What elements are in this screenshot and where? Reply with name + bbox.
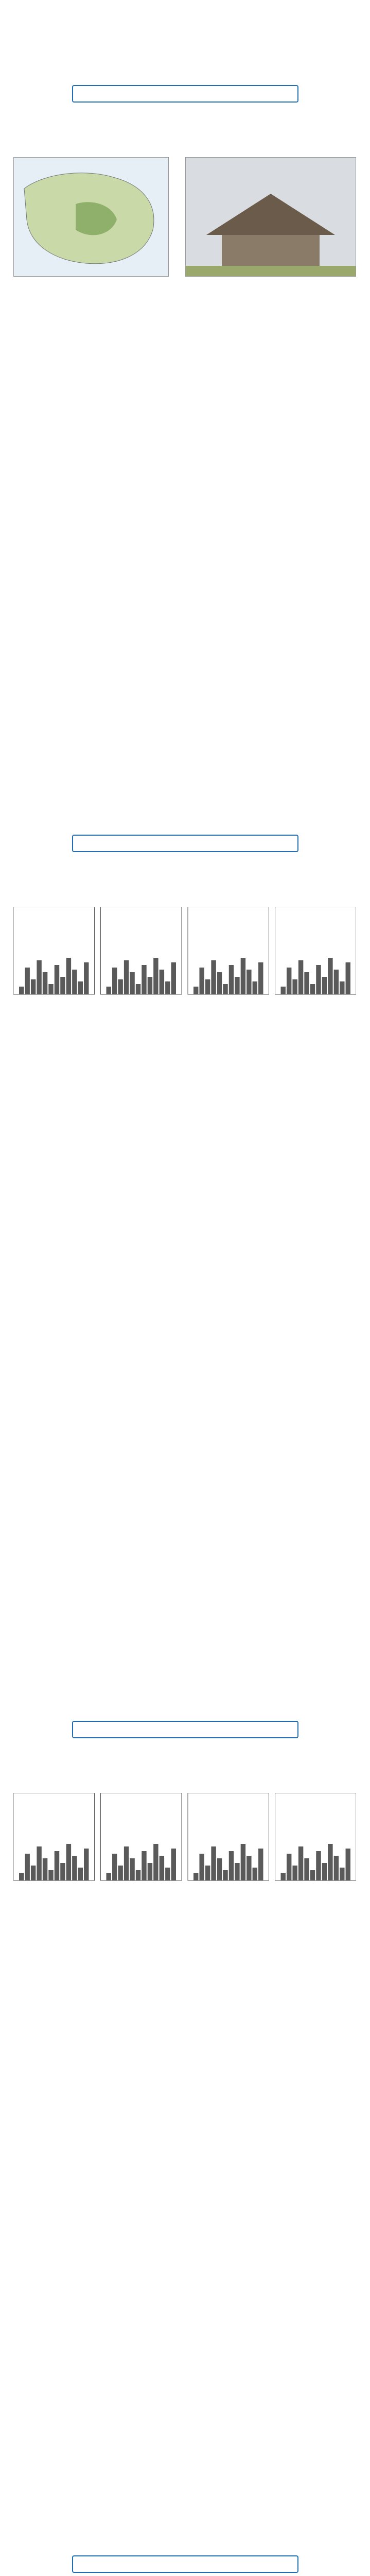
text-line bbox=[13, 399, 356, 419]
text-line bbox=[13, 1926, 356, 1945]
precip-bar bbox=[205, 1866, 210, 1880]
precip-bar bbox=[142, 1851, 146, 1880]
title-block bbox=[0, 0, 370, 77]
chart-panel bbox=[188, 1793, 269, 1880]
text-line bbox=[13, 1079, 356, 1098]
text-line bbox=[13, 2077, 356, 2097]
precip-bar bbox=[229, 1851, 234, 1880]
text-line bbox=[13, 1157, 356, 1177]
precip-bar bbox=[48, 984, 53, 994]
text-line bbox=[13, 558, 356, 578]
precip-bar bbox=[55, 1851, 59, 1880]
text-line bbox=[13, 1906, 356, 1926]
precip-bar bbox=[322, 977, 327, 994]
question-1 bbox=[0, 85, 370, 822]
text-line bbox=[13, 1522, 356, 1541]
text-line bbox=[13, 1118, 356, 1138]
precip-bar bbox=[310, 1870, 315, 1880]
precip-bar bbox=[310, 984, 315, 994]
precip-bar bbox=[107, 987, 111, 994]
text-line bbox=[13, 1483, 356, 1502]
precip-bar bbox=[124, 960, 129, 994]
intro-text bbox=[13, 1747, 356, 1786]
precip-bar bbox=[235, 1863, 239, 1880]
precip-bar bbox=[211, 960, 216, 994]
precip-bar bbox=[142, 965, 146, 994]
precip-bar bbox=[160, 970, 164, 994]
precip-bar bbox=[148, 977, 152, 994]
text-line bbox=[13, 1307, 356, 1326]
precip-bar bbox=[19, 987, 24, 994]
precip-bar bbox=[322, 1863, 327, 1880]
chart-panel bbox=[101, 907, 182, 994]
precip-bar bbox=[340, 1868, 344, 1880]
precip-bar bbox=[48, 1870, 53, 1880]
text-line bbox=[13, 1098, 356, 1118]
precip-bar bbox=[37, 1846, 41, 1880]
text-line bbox=[13, 1235, 356, 1255]
text-line bbox=[13, 880, 356, 900]
precip-bar bbox=[316, 965, 321, 994]
precip-bar bbox=[253, 1868, 257, 1880]
precip-bar bbox=[346, 962, 350, 994]
text-line bbox=[13, 538, 356, 558]
precip-bar bbox=[60, 1863, 65, 1880]
precip-bar bbox=[199, 1854, 204, 1880]
precip-bar bbox=[328, 958, 332, 994]
precip-bar bbox=[292, 979, 297, 994]
precip-bar bbox=[223, 984, 227, 994]
precip-bar bbox=[72, 1856, 77, 1880]
text-line bbox=[13, 1424, 356, 1444]
precip-bar bbox=[66, 1844, 71, 1880]
precip-bar bbox=[211, 1846, 216, 1880]
precip-bar bbox=[165, 981, 170, 994]
precip-bar bbox=[31, 979, 36, 994]
precip-bar bbox=[112, 968, 117, 994]
chart-panel bbox=[13, 1793, 95, 1880]
text-line bbox=[13, 1945, 356, 1965]
precip-bar bbox=[107, 1873, 111, 1880]
precip-bar bbox=[193, 987, 198, 994]
photo-figure bbox=[185, 157, 356, 277]
precip-bar bbox=[217, 1858, 222, 1880]
precip-bar bbox=[281, 987, 286, 994]
text-line bbox=[13, 360, 356, 380]
text-line bbox=[13, 2097, 356, 2116]
text-line bbox=[13, 1766, 356, 1786]
text-line bbox=[13, 301, 356, 321]
precip-bar bbox=[171, 1849, 176, 1880]
chart-panel bbox=[101, 1793, 182, 1880]
precip-bar bbox=[25, 1854, 29, 1880]
climate-charts bbox=[13, 1793, 356, 1896]
precip-bar bbox=[78, 1868, 83, 1880]
map-illustration bbox=[14, 158, 168, 276]
precip-bar bbox=[199, 968, 204, 994]
text-line bbox=[13, 597, 356, 617]
precip-bar bbox=[130, 972, 134, 994]
precip-bar bbox=[60, 977, 65, 994]
text-line bbox=[13, 130, 356, 150]
precip-bar bbox=[43, 1858, 47, 1880]
precip-bar bbox=[124, 1846, 129, 1880]
text-line bbox=[13, 1365, 356, 1385]
precip-bar bbox=[298, 1846, 303, 1880]
precip-bar bbox=[19, 1873, 24, 1880]
precip-bar bbox=[223, 1870, 227, 1880]
chart-panel bbox=[275, 907, 357, 994]
precip-bar bbox=[235, 977, 239, 994]
precip-bar bbox=[334, 1856, 339, 1880]
precip-bar bbox=[55, 965, 59, 994]
precip-bar bbox=[205, 979, 210, 994]
chart-panel bbox=[188, 907, 269, 994]
text-line bbox=[13, 111, 356, 130]
answer-analysis bbox=[13, 538, 356, 656]
precip-bar bbox=[287, 968, 291, 994]
map-figure bbox=[13, 157, 169, 277]
intro-text bbox=[13, 111, 356, 150]
precip-bar bbox=[304, 1858, 309, 1880]
precip-bar bbox=[25, 968, 29, 994]
text-line bbox=[13, 1287, 356, 1307]
text-line bbox=[13, 2038, 356, 2058]
precip-bar bbox=[136, 1870, 140, 1880]
precip-bar bbox=[130, 1858, 134, 1880]
answer-options bbox=[13, 1906, 356, 1985]
precip-bar bbox=[84, 962, 89, 994]
precip-bar bbox=[78, 981, 83, 994]
text-line bbox=[13, 636, 356, 656]
precip-bar bbox=[72, 970, 77, 994]
question-3 bbox=[0, 1721, 370, 2545]
text-line bbox=[13, 1502, 356, 1522]
intro-text bbox=[13, 860, 356, 900]
precip-bar bbox=[304, 972, 309, 994]
precip-bar bbox=[253, 981, 257, 994]
text-line bbox=[13, 1463, 356, 1483]
text-line bbox=[13, 578, 356, 597]
precip-bar bbox=[241, 1844, 245, 1880]
text-line bbox=[13, 860, 356, 880]
question-text bbox=[13, 301, 356, 419]
text-line bbox=[13, 321, 356, 341]
text-line bbox=[13, 380, 356, 399]
text-line bbox=[13, 1216, 356, 1235]
source-tag bbox=[72, 2555, 298, 2573]
precip-bar bbox=[171, 962, 176, 994]
chart-panel bbox=[275, 1793, 357, 1880]
text-line bbox=[13, 1267, 356, 1287]
text-line bbox=[13, 1326, 356, 1346]
precip-bar bbox=[37, 960, 41, 994]
text-line bbox=[13, 1196, 356, 1216]
question-4 bbox=[0, 2555, 370, 2576]
precip-bar bbox=[217, 972, 222, 994]
text-line bbox=[13, 2058, 356, 2077]
precip-bar bbox=[118, 979, 122, 994]
precip-bar bbox=[136, 984, 140, 994]
text-line bbox=[13, 1020, 356, 1040]
text-line bbox=[13, 1965, 356, 1985]
text-line bbox=[13, 617, 356, 636]
text-line bbox=[13, 1404, 356, 1424]
climate-charts bbox=[13, 907, 356, 1010]
precip-bar bbox=[340, 981, 344, 994]
text-line bbox=[13, 1138, 356, 1157]
precip-bar bbox=[84, 1849, 89, 1880]
precip-bar bbox=[316, 1851, 321, 1880]
precip-bar bbox=[153, 1844, 158, 1880]
text-line bbox=[13, 1747, 356, 1766]
text-line bbox=[13, 2019, 356, 2038]
source-tag bbox=[72, 85, 298, 103]
building-photo bbox=[186, 158, 356, 276]
precip-bar bbox=[153, 958, 158, 994]
precip-bar bbox=[334, 970, 339, 994]
text-line bbox=[13, 1444, 356, 1463]
precip-bar bbox=[229, 965, 234, 994]
chart-panel bbox=[13, 907, 95, 994]
precip-bar bbox=[281, 1873, 286, 1880]
answer-analysis bbox=[13, 1999, 356, 2116]
text-line bbox=[13, 341, 356, 360]
source-tag bbox=[72, 835, 298, 852]
precip-bar bbox=[241, 958, 245, 994]
precip-bar bbox=[165, 1868, 170, 1880]
source-tag bbox=[72, 1721, 298, 1738]
question-text bbox=[13, 1020, 356, 1255]
precip-bar bbox=[346, 1849, 350, 1880]
precip-bar bbox=[258, 962, 263, 994]
precip-bar bbox=[328, 1844, 332, 1880]
precip-bar bbox=[298, 960, 303, 994]
precip-bar bbox=[43, 972, 47, 994]
precip-bar bbox=[160, 1856, 164, 1880]
question-2 bbox=[0, 835, 370, 1710]
precip-bar bbox=[246, 1856, 251, 1880]
text-line bbox=[13, 1999, 356, 2019]
precip-bar bbox=[246, 970, 251, 994]
precip-bar bbox=[66, 958, 71, 994]
answer-analysis bbox=[13, 1267, 356, 1541]
text-line bbox=[13, 1177, 356, 1196]
text-line bbox=[13, 1346, 356, 1365]
precip-bar bbox=[148, 1863, 152, 1880]
precip-bar bbox=[193, 1873, 198, 1880]
text-line bbox=[13, 1040, 356, 1059]
precip-bar bbox=[118, 1866, 122, 1880]
precip-bar bbox=[31, 1866, 36, 1880]
precip-bar bbox=[112, 1854, 117, 1880]
text-line bbox=[13, 1385, 356, 1404]
precip-bar bbox=[292, 1866, 297, 1880]
precip-bar bbox=[287, 1854, 291, 1880]
precip-bar bbox=[258, 1849, 263, 1880]
text-line bbox=[13, 1059, 356, 1079]
